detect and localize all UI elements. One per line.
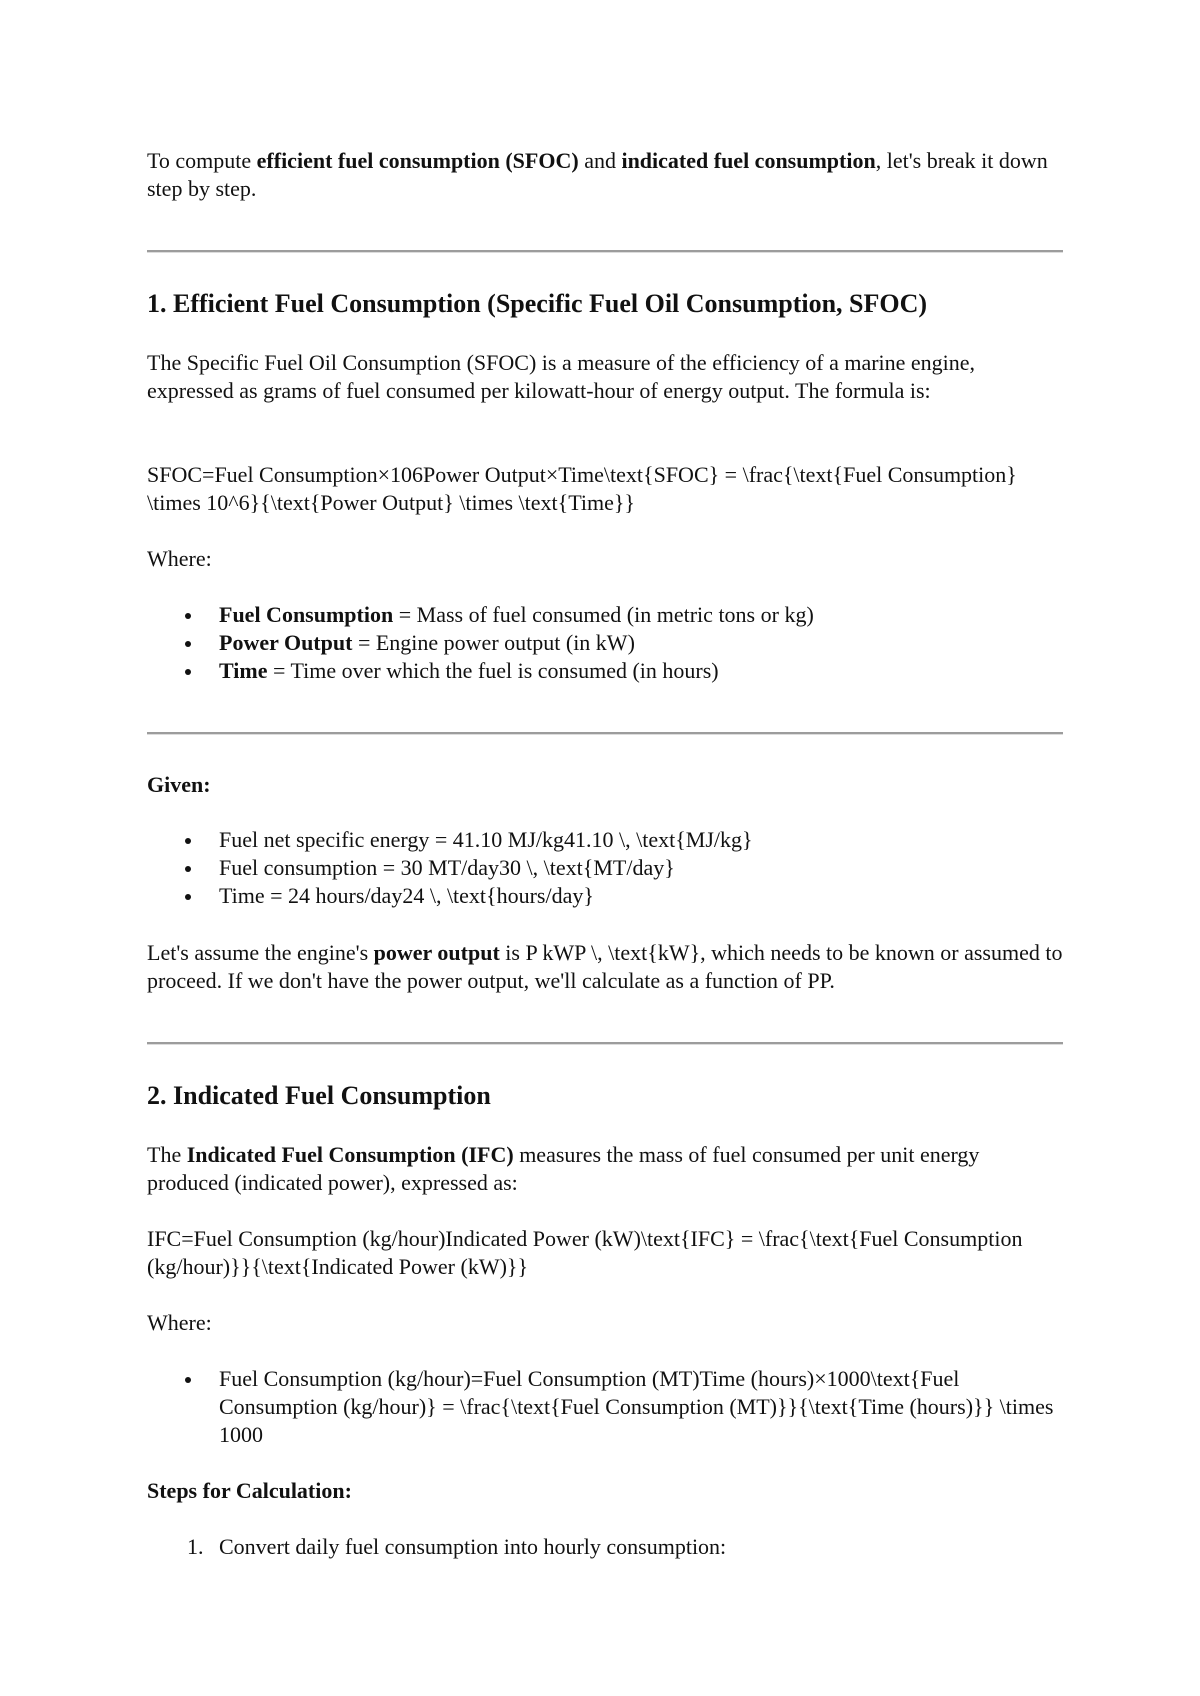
section2-intro-text: measures the mass of fuel consumed per unit energy produced (indicated power), expressed as: [147, 1142, 980, 1195]
section2-intro-text: The [147, 1142, 187, 1167]
section1-description: The Specific Fuel Oil Consumption (SFOC) is a measure of the efficiency of a marine engine, expressed as grams of fuel consumed per kilowatt-hour of energy output. The formula is: [147, 350, 976, 403]
divider [147, 732, 1063, 735]
section1-heading: 1. Efficient Fuel Consumption (Specific Fuel Oil Consumption, SFOC) [147, 289, 928, 318]
ifc-formula: IFC=Fuel Consumption (kg/hour)Indicated Power (kW)\text{IFC} = \frac{\text{Fuel Consumption (kg/hour)}}{\text{Indicated Power (kW)}} [147, 1226, 1023, 1279]
steps-label [147, 1477, 1063, 1505]
section2-where-label: Where: [147, 1310, 212, 1335]
definition-term: Time [219, 658, 268, 683]
assumption-text: Let's assume the engine's [147, 940, 374, 965]
list-item: Fuel Consumption (kg/hour)=Fuel Consumption (MT)Time (hours)×1000\text{Fuel Consumption (kg/hour)} = \frac{\text{Fuel Consumption (MT)}}{\text{Time (hours)}} \times 1000 [147, 1365, 1063, 1449]
sfoc-formula: SFOC=Fuel Consumption×106Power Output×Time\text{SFOC} = \frac{\text{Fuel Consumption} \times 10^6}{\text{Power Output} \times \text{Time}} [147, 462, 1017, 515]
given-label [147, 771, 1063, 799]
definitions-list [147, 601, 1063, 685]
where-list [147, 1365, 1063, 1449]
definition-term: Power Output [219, 630, 353, 655]
definition-term: Fuel Consumption [219, 602, 394, 627]
steps-label-text: Steps for Calculation: [147, 1478, 352, 1503]
section2-heading: 2. Indicated Fuel Consumption [147, 1081, 491, 1110]
intro-text: To compute [147, 148, 257, 173]
divider [147, 1042, 1063, 1045]
intro-text: and [578, 148, 622, 173]
list-item [147, 629, 1063, 657]
given-list [147, 826, 1063, 910]
definition-text: = Time over which the fuel is consumed (in hours) [267, 658, 719, 683]
steps-list [147, 1533, 1063, 1561]
divider [147, 250, 1063, 253]
section2-intro [147, 1141, 1063, 1197]
definition-text: = Engine power output (in kW) [352, 630, 635, 655]
step-text: Convert daily fuel consumption into hourly consumption: [219, 1534, 727, 1559]
list-item: Time = 24 hours/day24 \, \text{hours/day} [147, 882, 1063, 910]
intro-text: , let's break it down step by step. [147, 148, 1048, 201]
intro-bold-sfoc: efficient fuel consumption (SFOC) [256, 148, 579, 173]
list-item: Fuel consumption = 30 MT/day30 \, \text{MT/day} [147, 854, 1063, 882]
list-item [147, 601, 1063, 629]
list-item [147, 1533, 1063, 1561]
intro-bold-ifc: indicated fuel consumption [621, 148, 876, 173]
section1-where-label: Where: [147, 546, 212, 571]
assumption-text: is P kWP \, \text{kW}, which needs to be known or assumed to proceed. If we don't have the power output, we'll calculate as a function of PP. [147, 940, 1063, 993]
section2-intro-bold: Indicated Fuel Consumption (IFC) [186, 1142, 514, 1167]
list-item: Fuel net specific energy = 41.10 MJ/kg41.10 \, \text{MJ/kg} [147, 826, 1063, 854]
given-label-text: Given: [147, 772, 211, 797]
assumption-bold: power output [373, 940, 500, 965]
intro-paragraph [147, 147, 1063, 203]
step-number: 1. [187, 1534, 204, 1559]
definition-text: = Mass of fuel consumed (in metric tons or kg) [393, 602, 814, 627]
assumption-paragraph [147, 939, 1063, 995]
list-item [147, 657, 1063, 685]
